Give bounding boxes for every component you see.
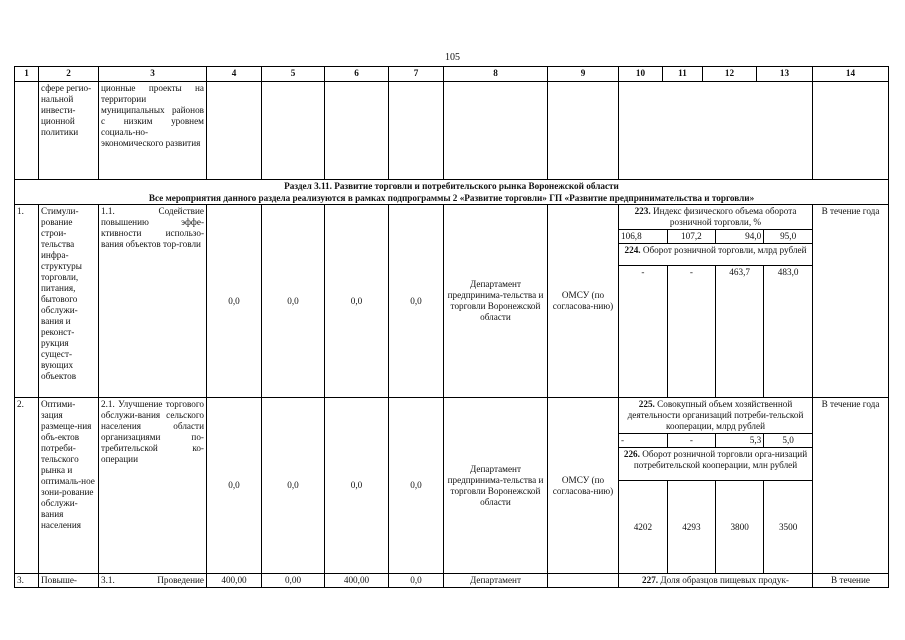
- header-cell: 13: [757, 67, 813, 82]
- finance-cell: 400,00: [207, 574, 262, 588]
- finance-cell: 0,0: [325, 398, 389, 574]
- indicator-value: 4293: [667, 481, 715, 574]
- finance-cell: 0,0: [207, 398, 262, 574]
- indicator-title: Индекс физического объема оборота розничной торговли, %: [652, 206, 797, 227]
- finance-cell: 0,0: [325, 205, 389, 398]
- header-cell: 7: [389, 67, 444, 82]
- indicator-title: Оборот розничной торговли, млрд рублей: [642, 245, 807, 255]
- term-cell: В течение года: [813, 398, 889, 574]
- indicator-value: 483,0: [764, 266, 812, 398]
- finance-cell: 0,0: [389, 574, 444, 588]
- finance-cell: 0,0: [389, 398, 444, 574]
- executor-cell: Департамент: [444, 574, 548, 588]
- section-row: [15, 180, 889, 205]
- partner-cell: ОМСУ (по согласова-нию): [548, 398, 619, 574]
- section-title: Раздел 3.11. Развитие торговли и потребительского рынка Воронежской области: [284, 181, 619, 191]
- indicator-value: 3500: [764, 481, 812, 574]
- measure-cell: ционные проекты на территории муниципальных районов с низким уровнем социаль-но-экономического развития: [99, 82, 207, 180]
- goal-cell: Повыше-: [39, 574, 99, 588]
- indicator-value: -: [667, 266, 715, 398]
- table-row: [15, 205, 889, 398]
- header-cell: 10: [619, 67, 663, 82]
- indicator-value: 4202: [619, 481, 667, 574]
- measure-cell: 3.1. Проведение: [99, 574, 207, 588]
- header-cell: 12: [703, 67, 757, 82]
- finance-cell: 0,0: [389, 205, 444, 398]
- indicator-title: Оборот розничной торговли орга-низаций потребительской кооперации, млн рублей: [633, 449, 808, 470]
- document-table: [14, 66, 889, 588]
- partner-cell: ОМСУ (по согласова-нию): [548, 205, 619, 398]
- indicator-title: Доля образцов пищевых продук-: [660, 575, 789, 585]
- indicators-cell: [619, 398, 813, 574]
- indicator-title: Совокупный объем хозяйственной деятельности организаций потреби-тельской кооперации, млрд рублей: [627, 399, 804, 431]
- indicator-value: -: [667, 434, 715, 448]
- indicator-value: -: [619, 266, 667, 398]
- term-cell: В течение года: [813, 205, 889, 398]
- indicator-number: 227.: [642, 575, 659, 585]
- indicator-number: 225.: [638, 399, 655, 409]
- row-number: 2.: [15, 398, 39, 574]
- table-row: [15, 574, 889, 588]
- header-cell: 11: [663, 67, 703, 82]
- header-cell: 14: [813, 67, 889, 82]
- indicator-value: 463,7: [716, 266, 764, 398]
- header-cell: 5: [262, 67, 325, 82]
- measure-cell: 1.1. Содействие повышению эффе-ктивности использо-вания объектов тор-говли: [99, 205, 207, 398]
- term-cell: В течение: [813, 574, 889, 588]
- finance-cell: 0,0: [207, 205, 262, 398]
- indicator-number: 226.: [623, 449, 640, 459]
- indicator-value: 5,3: [716, 434, 764, 448]
- indicator-value: 3800: [716, 481, 764, 574]
- finance-cell: 0,0: [262, 205, 325, 398]
- measure-cell: 2.1. Улучшение торгового обслужи-вания сельского населения области организациями по-требительской ко-операции: [99, 398, 207, 574]
- finance-cell: 0,0: [262, 398, 325, 574]
- page-number: 105: [445, 52, 460, 63]
- continued-row: [15, 82, 889, 180]
- indicator-value: 5,0: [764, 434, 812, 448]
- goal-cell: сфере регио-нальной инвести-ционной политики: [39, 82, 99, 180]
- header-cell: 6: [325, 67, 389, 82]
- finance-cell: 0,00: [262, 574, 325, 588]
- header-cell: 3: [99, 67, 207, 82]
- indicator-value: 107,2: [667, 230, 715, 244]
- executor-cell: Департамент предпринима-тельства и торговли Воронежской области: [444, 398, 548, 574]
- goal-cell: Стимули-рование строи-тельства инфра-структуры торговли, питания, бытового обслужи-вания и реконст-рукция сущест-вующих объектов: [39, 205, 99, 398]
- row-number: 3.: [15, 574, 39, 588]
- section-note: Все мероприятия данного раздела реализуются в рамках подпрограммы 2 «Развитие торговли» ГП «Развитие предпринимательства и торговли»: [148, 193, 755, 203]
- indicator-value: 106,8: [619, 230, 667, 244]
- row-number: 1.: [15, 205, 39, 398]
- header-row: [15, 67, 889, 82]
- header-cell: 2: [39, 67, 99, 82]
- header-cell: 9: [548, 67, 619, 82]
- indicators-cell: [619, 205, 813, 398]
- indicator-value: 95,0: [764, 230, 812, 244]
- executor-cell: Департамент предпринима-тельства и торговли Воронежской области: [444, 205, 548, 398]
- header-cell: 8: [444, 67, 548, 82]
- indicator-value: 94,0: [716, 230, 764, 244]
- finance-cell: 400,00: [325, 574, 389, 588]
- header-cell: 1: [15, 67, 39, 82]
- goal-cell: Оптими-зация размеще-ния объ-ектов потреби-тельского рынка и оптималь-ное зони-рование обслужи-вания населения: [39, 398, 99, 574]
- table-row: [15, 398, 889, 574]
- header-cell: 4: [207, 67, 262, 82]
- indicator-number: 224.: [624, 245, 641, 255]
- indicator-number: 223.: [634, 206, 651, 216]
- indicator-value: -: [619, 434, 667, 448]
